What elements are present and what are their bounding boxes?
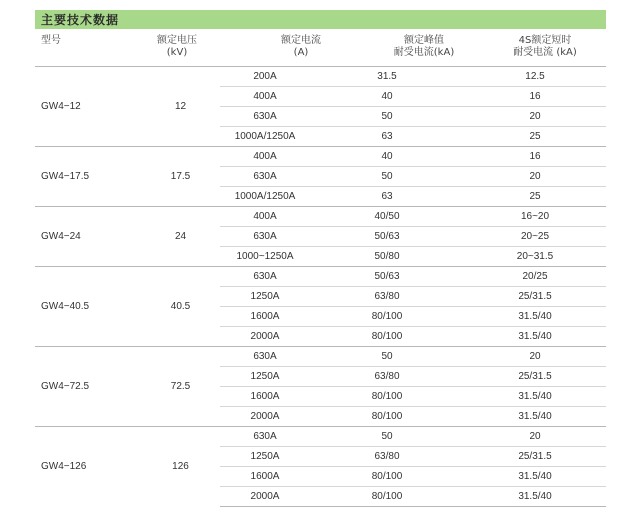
current-cell: 1000~1250A (220, 247, 310, 267)
model-cell: GW4−12 (35, 67, 141, 147)
peak-current-cell: 50 (310, 167, 464, 187)
header-short (500, 35, 590, 59)
peak-current-cell: 63/80 (310, 287, 464, 307)
peak-current-cell: 80/100 (310, 307, 464, 327)
current-cell: 630A (220, 427, 310, 447)
table-row (35, 67, 606, 87)
current-cell: 1250A (220, 367, 310, 387)
current-cell: 630A (220, 107, 310, 127)
peak-current-cell: 31.5 (310, 67, 464, 87)
header-short-unit: 耐受电流 (kA) (513, 47, 577, 58)
short-time-current-cell: 31.5/40 (464, 387, 606, 407)
voltage-cell: 24 (141, 207, 220, 267)
short-time-current-cell: 20 (464, 107, 606, 127)
current-cell: 1000A/1250A (220, 127, 310, 147)
header-peak (384, 35, 464, 59)
header-model (41, 35, 61, 47)
short-time-current-cell: 25/31.5 (464, 447, 606, 467)
peak-current-cell: 63 (310, 187, 464, 207)
spec-table-body (35, 67, 606, 507)
peak-current-cell: 63/80 (310, 367, 464, 387)
peak-current-cell: 50/63 (310, 227, 464, 247)
voltage-cell: 12 (141, 67, 220, 147)
peak-current-cell: 80/100 (310, 487, 464, 507)
current-cell: 400A (220, 147, 310, 167)
short-time-current-cell: 31.5/40 (464, 407, 606, 427)
current-cell: 630A (220, 227, 310, 247)
header-model-label: 型号 (41, 35, 61, 46)
peak-current-cell: 40 (310, 147, 464, 167)
table-row (35, 347, 606, 367)
current-cell: 2000A (220, 327, 310, 347)
short-time-current-cell: 25 (464, 187, 606, 207)
current-cell: 400A (220, 87, 310, 107)
short-time-current-cell: 31.5/40 (464, 327, 606, 347)
current-cell: 2000A (220, 487, 310, 507)
short-time-current-cell: 16~20 (464, 207, 606, 227)
header-peak-label: 额定峰值 (404, 35, 444, 46)
peak-current-cell: 50 (310, 107, 464, 127)
voltage-cell: 72.5 (141, 347, 220, 427)
short-time-current-cell: 31.5/40 (464, 487, 606, 507)
header-voltage-label: 额定电压 (157, 35, 197, 46)
peak-current-cell: 50 (310, 427, 464, 447)
short-time-current-cell: 31.5/40 (464, 467, 606, 487)
short-time-current-cell: 20 (464, 427, 606, 447)
peak-current-cell: 80/100 (310, 387, 464, 407)
current-cell: 1600A (220, 307, 310, 327)
voltage-cell: 40.5 (141, 267, 220, 347)
short-time-current-cell: 16 (464, 147, 606, 167)
current-cell: 2000A (220, 407, 310, 427)
peak-current-cell: 80/100 (310, 327, 464, 347)
voltage-cell: 17.5 (141, 147, 220, 207)
current-cell: 200A (220, 67, 310, 87)
short-time-current-cell: 12.5 (464, 67, 606, 87)
peak-current-cell: 63 (310, 127, 464, 147)
model-cell: GW4−17.5 (35, 147, 141, 207)
peak-current-cell: 50 (310, 347, 464, 367)
header-voltage (140, 35, 214, 59)
header-peak-unit: 耐受电流(kA) (393, 47, 455, 58)
peak-current-cell: 40 (310, 87, 464, 107)
short-time-current-cell: 20~31.5 (464, 247, 606, 267)
header-voltage-unit: (kV) (166, 47, 188, 58)
header-current-unit: (A) (293, 47, 309, 58)
peak-current-cell: 40/50 (310, 207, 464, 227)
current-cell: 400A (220, 207, 310, 227)
short-time-current-cell: 31.5/40 (464, 307, 606, 327)
short-time-current-cell: 20~25 (464, 227, 606, 247)
table-row (35, 207, 606, 227)
current-cell: 1600A (220, 467, 310, 487)
model-cell: GW4−126 (35, 427, 141, 507)
table-row (35, 267, 606, 287)
peak-current-cell: 50/63 (310, 267, 464, 287)
short-time-current-cell: 25/31.5 (464, 367, 606, 387)
header-current (264, 35, 338, 59)
current-cell: 1250A (220, 287, 310, 307)
header-short-label: 4S额定短时 (518, 35, 572, 46)
short-time-current-cell: 20 (464, 347, 606, 367)
current-cell: 630A (220, 167, 310, 187)
section-title-bar (35, 10, 606, 29)
peak-current-cell: 50/80 (310, 247, 464, 267)
current-cell: 1000A/1250A (220, 187, 310, 207)
short-time-current-cell: 20/25 (464, 267, 606, 287)
peak-current-cell: 63/80 (310, 447, 464, 467)
peak-current-cell: 80/100 (310, 407, 464, 427)
current-cell: 630A (220, 267, 310, 287)
voltage-cell: 126 (141, 427, 220, 507)
section-title: 主要技术数据 (41, 13, 120, 27)
model-cell: GW4−24 (35, 207, 141, 267)
peak-current-cell: 80/100 (310, 467, 464, 487)
model-cell: GW4−40.5 (35, 267, 141, 347)
model-cell: GW4−72.5 (35, 347, 141, 427)
short-time-current-cell: 20 (464, 167, 606, 187)
short-time-current-cell: 25 (464, 127, 606, 147)
header-current-label: 额定电流 (281, 35, 321, 46)
spec-table (35, 66, 606, 507)
table-row (35, 427, 606, 447)
table-row (35, 147, 606, 167)
current-cell: 1600A (220, 387, 310, 407)
short-time-current-cell: 25/31.5 (464, 287, 606, 307)
current-cell: 630A (220, 347, 310, 367)
current-cell: 1250A (220, 447, 310, 467)
short-time-current-cell: 16 (464, 87, 606, 107)
